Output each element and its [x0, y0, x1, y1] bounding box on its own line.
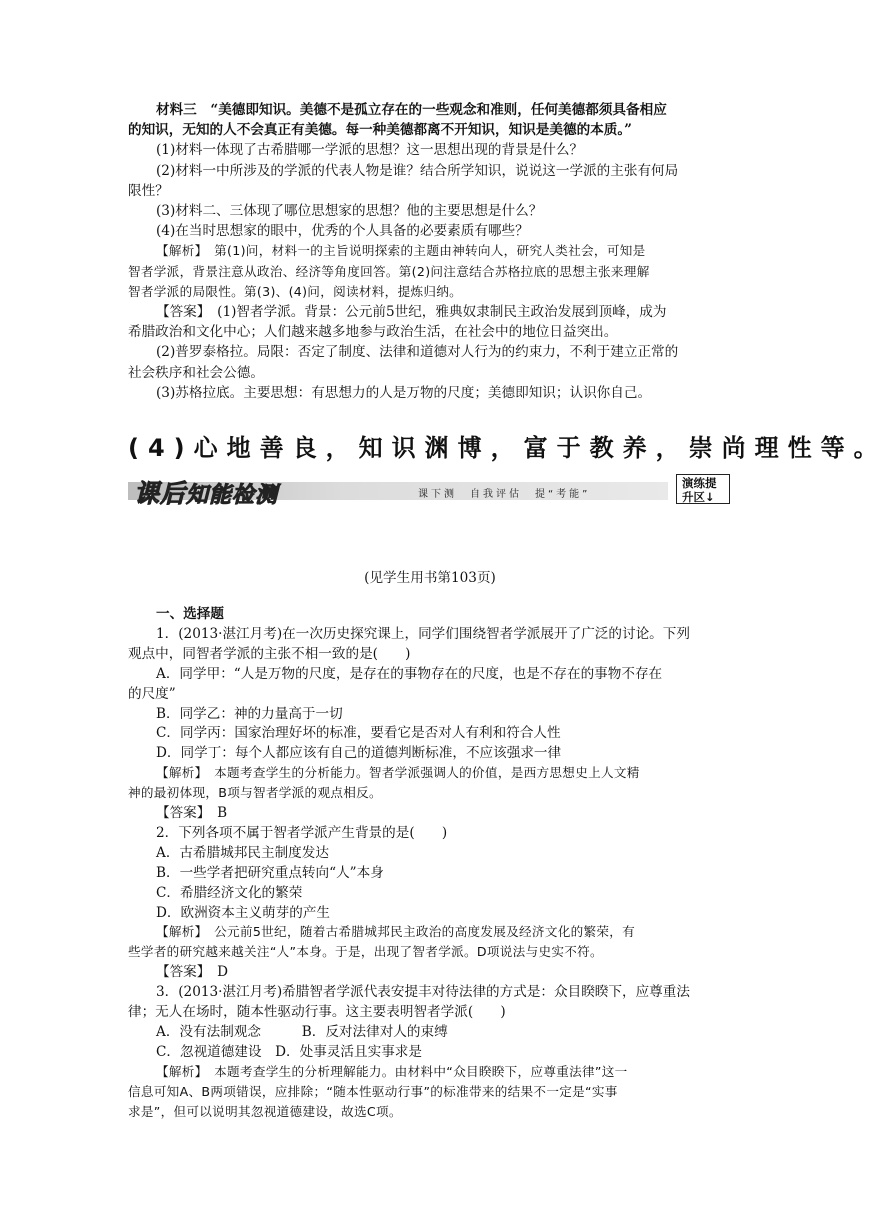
text-line: C．忽视道德建设 D．处事灵活且实事求是	[156, 1043, 422, 1060]
text-line: D．同学丁：每个人都应该有自己的道德判断标准，不应该强求一律	[156, 745, 562, 762]
text-line: 希腊政治和文化中心；人们越来越多地参与政治生活，在社会中的地位日益突出。	[128, 324, 618, 341]
section-banner	[128, 474, 732, 506]
text-line: (2)材料一中所涉及的学派的代表人物是谁？结合所学知识，说说这一学派的主张有何局	[156, 162, 679, 179]
text-line: 律；无人在场时，随本性驱动行事。这主要表明智者学派( )	[128, 1004, 506, 1020]
text-line: A．同学甲：“人是万物的尺度，是存在的事物存在的尺度，也是不存在的事物不存在	[156, 665, 663, 682]
badge-line-1: 演练提	[682, 476, 717, 490]
text-line: 的知识，无知的人不会真正有美德。每一种美德都离不开知识，知识是美德的本质。”	[128, 122, 632, 139]
text-line: 智者学派，背景注意从政治、经济等角度回答。第(2)问注意结合苏格拉底的思想主张来理解	[128, 263, 650, 279]
text-line: 【解析】 本题考查学生的分析能力。智者学派强调人的价值，是西方思想史上人文精	[156, 765, 640, 781]
text-line: 【答案】 D	[156, 964, 229, 981]
text-line: (3)苏格拉底。主要思想：有思想力的人是万物的尺度；美德即知识；认识你自己。	[156, 384, 652, 401]
banner-subtitle: 课下测 自我评估 提“考能”	[418, 489, 591, 500]
text-line: 一、选择题	[156, 606, 224, 622]
text-line: 限性？	[128, 182, 169, 199]
text-line: A．没有法制观念 B．反对法律对人的束缚	[156, 1023, 448, 1040]
text-line: (2)普罗泰格拉。局限：否定了制度、法律和道德对人行为的约束力，不利于建立正常的	[156, 344, 679, 361]
text-line: B．同学乙：神的力量高于一切	[156, 705, 343, 722]
text-line: (3)材料二、三体现了哪位思想家的思想？他的主要思想是什么？	[156, 203, 543, 219]
text-line: (4)在当时思想家的眼中，优秀的个人具备的必要素质有哪些？	[156, 223, 529, 240]
text-line: 1．(2013·湛江月考)在一次历史探究课上，同学们围绕智者学派展开了广泛的讨论。下列	[156, 625, 690, 642]
text-line: 观点中，同智者学派的主张不相一致的是( )	[128, 645, 411, 662]
text-line: 智者学派的局限性。第(3)、(4)问，阅读材料，提炼归纳。	[128, 283, 463, 299]
text-line: 【解析】 第(1)问，材料一的主旨说明探索的主题由神转向人，研究人类社会，可知是	[156, 243, 646, 259]
text-line: C．希腊经济文化的繁荣	[156, 884, 303, 901]
badge-line-2: 升区↓	[682, 490, 715, 504]
text-line: 3．(2013·湛江月考)希腊智者学派代表安提丰对待法律的方式是：众目睽睽下，应尊重法	[156, 984, 690, 1001]
text-line: 2．下列各项不属于智者学派产生背景的是( )	[156, 824, 448, 841]
text-line: 社会秩序和社会公德。	[128, 364, 264, 381]
answer-4-large: (4)心地善良，知识渊博，富于教养，崇尚理性等。	[128, 434, 887, 462]
text-line: A．古希腊城邦民主制度发达	[156, 844, 329, 861]
text-line: 材料三 “美德即知识。美德不是孤立存在的一些观念和准则，任何美德都须具备相应	[156, 102, 667, 118]
text-line: 信息可知A、B两项错误，应排除；“随本性驱动行事”的标准带来的结果不一定是“实事	[128, 1083, 618, 1099]
text-line: 神的最初体现，B项与智者学派的观点相反。	[128, 785, 382, 801]
text-line: 【解析】 本题考查学生的分析理解能力。由材料中“众目睽睽下，应尊重法律”这一	[156, 1063, 628, 1079]
text-line: C．同学丙：国家治理好坏的标准，要看它是否对人有利和符合人性	[156, 725, 561, 742]
banner-title-lead: 课后	[134, 479, 187, 508]
banner-title-rest: 知能检测	[186, 483, 279, 508]
banner-title	[134, 474, 278, 510]
practice-badge	[676, 474, 730, 504]
page-reference: (见学生用书第103页)	[364, 570, 496, 586]
text-line: 【答案】 B	[156, 805, 228, 821]
text-line: 的尺度”	[128, 685, 176, 702]
text-line: 些学者的研究越来越关注“人”本身。于是，出现了智者学派。D项说法与史实不符。	[128, 944, 603, 960]
text-line: D．欧洲资本主义萌芽的产生	[156, 904, 331, 921]
text-line: B．一些学者把研究重点转向“人”本身	[156, 864, 384, 881]
text-line: 【解析】 公元前5世纪，随着古希腊城邦民主政治的高度发展及经济文化的繁荣，有	[156, 924, 636, 940]
text-line: (1)材料一体现了古希腊哪一学派的思想？这一思想出现的背景是什么？	[156, 142, 584, 159]
text-line: 【答案】 (1)智者学派。背景：公元前5世纪，雅典奴隶制民主政治发展到顶峰，成为	[156, 304, 667, 320]
text-line: 求是”，但可以说明其忽视道德建设，故选C项。	[128, 1103, 402, 1119]
